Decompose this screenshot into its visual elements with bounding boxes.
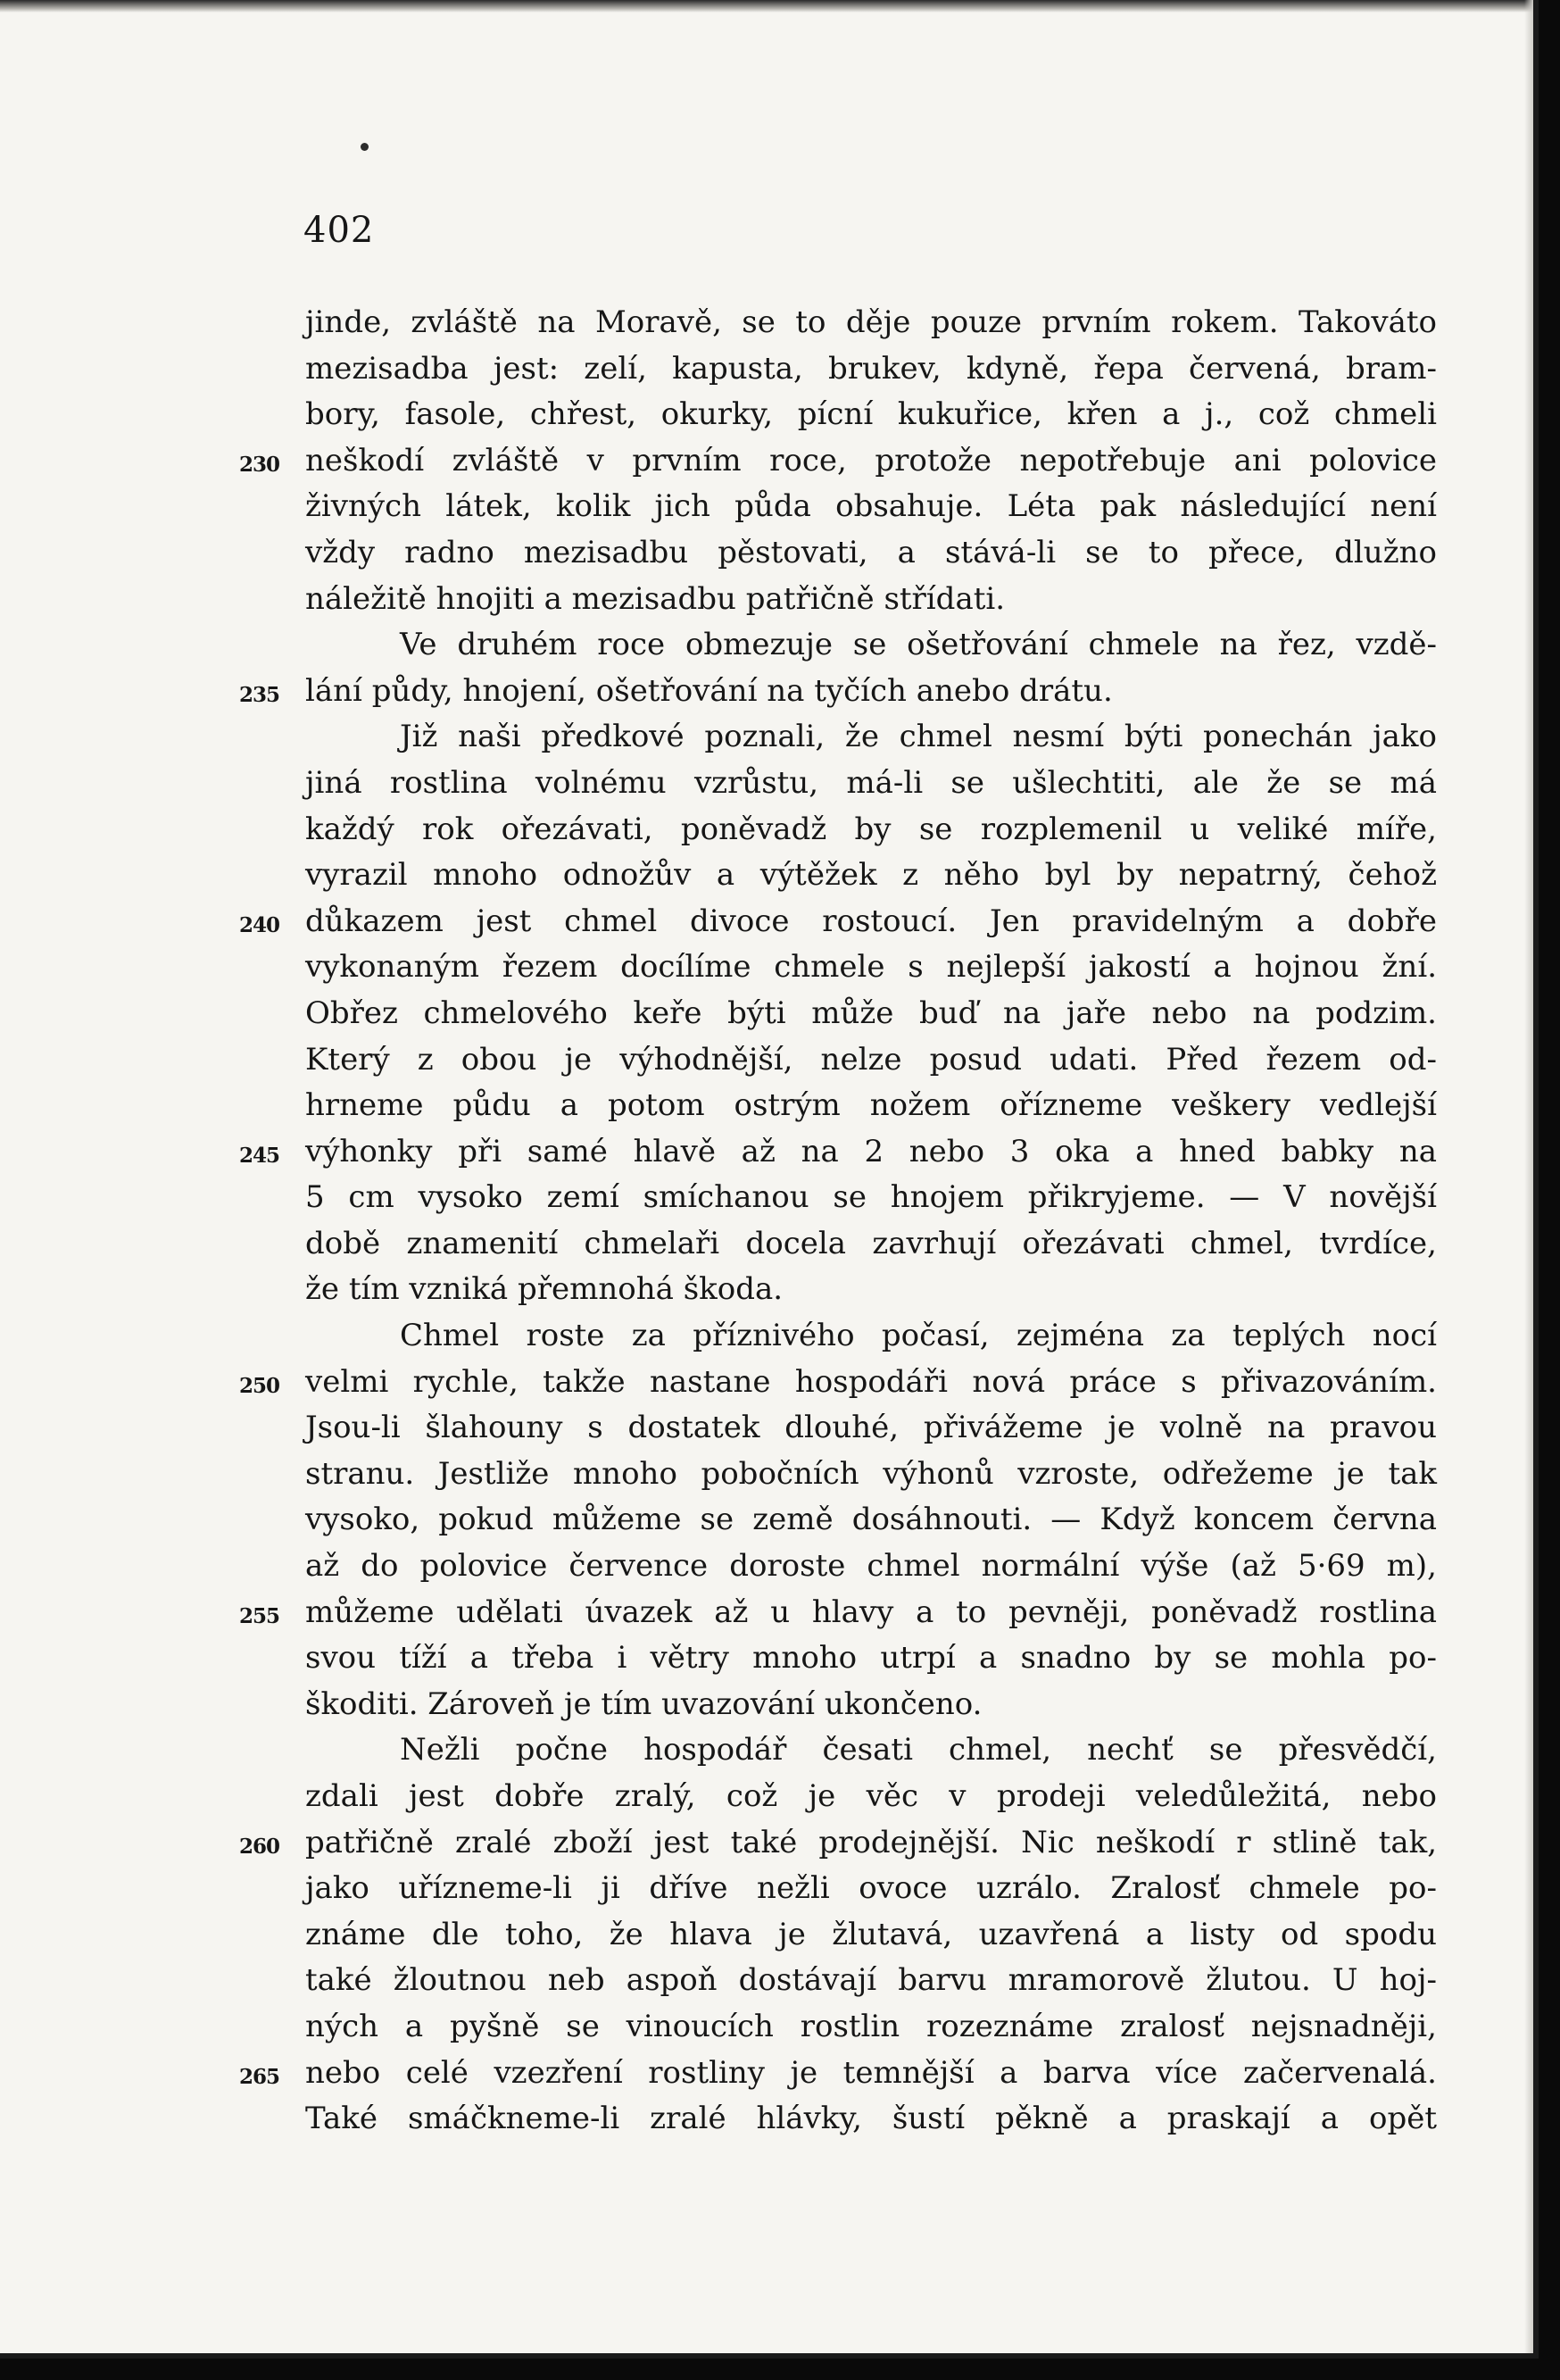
text-line: [305, 1866, 1437, 1912]
line-number: 265: [239, 2064, 280, 2089]
line-text: lání půdy, hnojení, ošetřování na tyčích anebo drátu.: [305, 672, 1113, 709]
text-line: [239, 1129, 1437, 1176]
text-line: [305, 945, 1437, 991]
line-text: Obřez chmelového keře býti může buď na jaře nebo na podzim.: [305, 994, 1437, 1031]
line-number: 245: [239, 1143, 280, 1168]
line-text: nebo celé vzezření rostliny je temnější a barva více začervenalá.: [305, 2054, 1437, 2091]
text-line: [305, 2004, 1437, 2051]
text-line: [305, 577, 1437, 623]
line-text: živných látek, kolik jich půda obsahuje. Léta pak následující není: [305, 488, 1437, 525]
line-text: až do polovice července doroste chmel normální výše (až 5·69 m),: [305, 1548, 1437, 1585]
line-text: stranu. Jestliže mnoho pobočních výhonů vzroste, odřežeme je tak: [305, 1455, 1437, 1492]
text-line: [305, 1727, 1437, 1774]
line-number: 240: [239, 912, 280, 937]
line-number: 250: [239, 1373, 280, 1398]
text-line: [305, 714, 1437, 761]
text-line: [239, 1360, 1437, 1406]
line-text: době znamenití chmelaři docela zavrhují ořezávati chmel, tvrdíce,: [305, 1225, 1437, 1261]
page-top-shadow: [0, 0, 1533, 12]
line-text: výhonky při samé hlavě až na 2 nebo 3 oka a hned babky na: [305, 1133, 1437, 1169]
line-number: 260: [239, 1834, 280, 1859]
text-line: [305, 1544, 1437, 1590]
line-text: Nežli počne hospodář česati chmel, nechť se přesvědčí,: [400, 1732, 1437, 1768]
text-line: [305, 1037, 1437, 1084]
text-line: [239, 2051, 1437, 2097]
line-number: 230: [239, 452, 280, 477]
line-text: škoditi. Zároveň je tím uvazování ukončeno.: [305, 1685, 983, 1722]
line-text: každý rok ořezávati, poněvadž by se rozplemenil u veliké míře,: [305, 811, 1437, 847]
line-text: hrneme půdu a potom ostrým nožem ořízneme veškery vedlejší: [305, 1087, 1437, 1124]
line-text: jiná rostlina volnému vzrůstu, má-li se ušlechtiti, ale že se má: [305, 764, 1437, 801]
line-text: Jsou-li šlahouny s dostatek dlouhé, přivážeme je volně na pravou: [305, 1410, 1437, 1446]
text-line: [239, 438, 1437, 485]
line-text: Také smáčkneme-li zralé hlávky, šustí pěkně a praskají a opět: [305, 2101, 1437, 2137]
text-line: [305, 392, 1437, 438]
text-line: [305, 1958, 1437, 2004]
text-line: [305, 1635, 1437, 1682]
line-text: 5 cm vysoko zemí smíchanou se hnojem přikryjeme. — V novější: [305, 1179, 1437, 1216]
ink-dot: [361, 143, 369, 151]
text-line: [305, 1313, 1437, 1360]
text-line: [305, 1175, 1437, 1221]
line-text: důkazem jest chmel divoce rostoucí. Jen pravidelným a dobře: [305, 903, 1437, 939]
line-text: Chmel roste za příznivého počasí, zejména za teplých nocí: [400, 1318, 1437, 1354]
text-line: [305, 1221, 1437, 1268]
page-right-shadow: [1524, 0, 1533, 2353]
line-text: vykonaným řezem docílíme chmele s nejlepší jakostí a hojnou žní.: [305, 949, 1437, 986]
body-text: [239, 300, 1437, 2143]
line-text: jinde, zvláště na Moravě, se to děje pouze prvním rokem. Takováto: [305, 304, 1437, 340]
text-line: [305, 761, 1437, 807]
text-line: [305, 300, 1437, 346]
text-line: [305, 807, 1437, 853]
text-line: [305, 530, 1437, 577]
text-line: [305, 991, 1437, 1037]
line-number: 235: [239, 682, 280, 707]
text-line: [305, 1497, 1437, 1544]
text-line: [239, 1590, 1437, 1636]
line-text: náležitě hnojiti a mezisadbu patřičně střídati.: [305, 580, 1006, 617]
line-text: vždy radno mezisadbu pěstovati, a stává-li se to přece, dlužno: [305, 534, 1437, 570]
text-line: [305, 1405, 1437, 1452]
line-text: ných a pyšně se vinoucích rostlin rozeznáme zralosť nejsnadněji,: [305, 2008, 1437, 2044]
text-line: [305, 1912, 1437, 1959]
line-text: Ve druhém roce obmezuje se ošetřování chmele na řez, vzdě-: [400, 627, 1437, 663]
line-text: vyrazil mnoho odnožův a výtěžek z něho byl by nepatrný, čehož: [305, 857, 1437, 894]
line-number: 255: [239, 1603, 280, 1628]
line-text: vysoko, pokud můžeme se země dosáhnouti. — Když koncem června: [305, 1502, 1437, 1538]
line-text: zdali jest dobře zralý, což je věc v prodeji veledůležitá, nebo: [305, 1778, 1437, 1814]
line-text: bory, fasole, chřest, okurky, pícní kukuřice, křen a j., což chmeli: [305, 396, 1437, 433]
text-line: [305, 1452, 1437, 1498]
line-text: patřičně zralé zboží jest také prodejnější. Nic neškodí r stlině tak,: [305, 1824, 1437, 1860]
page-number: 402: [303, 210, 375, 251]
line-text: že tím vzniká přemnohá škoda.: [305, 1271, 784, 1308]
text-line: [305, 484, 1437, 530]
line-text: Již naši předkové poznali, že chmel nesmí býti ponechán jako: [400, 719, 1437, 755]
text-line: [305, 1774, 1437, 1820]
text-line: [305, 346, 1437, 393]
line-text: můžeme udělati úvazek až u hlavy a to pevněji, poněvadž rostlina: [305, 1594, 1437, 1630]
text-line: [305, 853, 1437, 899]
text-line: [305, 1267, 1437, 1313]
text-line: [305, 2096, 1437, 2143]
text-line: [305, 1083, 1437, 1129]
text-line: [305, 622, 1437, 669]
line-text: známe dle toho, že hlava je žlutavá, uzavřená a listy od spodu: [305, 1916, 1437, 1952]
line-text: mezisadba jest: zelí, kapusta, brukev, kdyně, řepa červená, bram-: [305, 350, 1437, 387]
text-line: [239, 669, 1437, 715]
line-text: velmi rychle, takže nastane hospodáři nová práce s přivazováním.: [305, 1363, 1437, 1400]
text-line: [239, 899, 1437, 945]
line-text: jako uřízneme-li ji dříve nežli ovoce uzrálo. Zralosť chmele po-: [305, 1870, 1437, 1907]
line-text: svou tíží a třeba i větry mnoho utrpí a snadno by se mohla po-: [305, 1640, 1437, 1677]
line-text: Který z obou je výhodnější, nelze posud udati. Před řezem od-: [305, 1041, 1437, 1078]
line-text: také žloutnou neb aspoň dostávají barvu mramorově žlutou. U hoj-: [305, 1962, 1437, 1999]
text-line: [239, 1820, 1437, 1867]
text-line: [305, 1682, 1437, 1728]
line-text: neškodí zvláště v prvním roce, protože nepotřebuje ani polovice: [305, 442, 1437, 478]
